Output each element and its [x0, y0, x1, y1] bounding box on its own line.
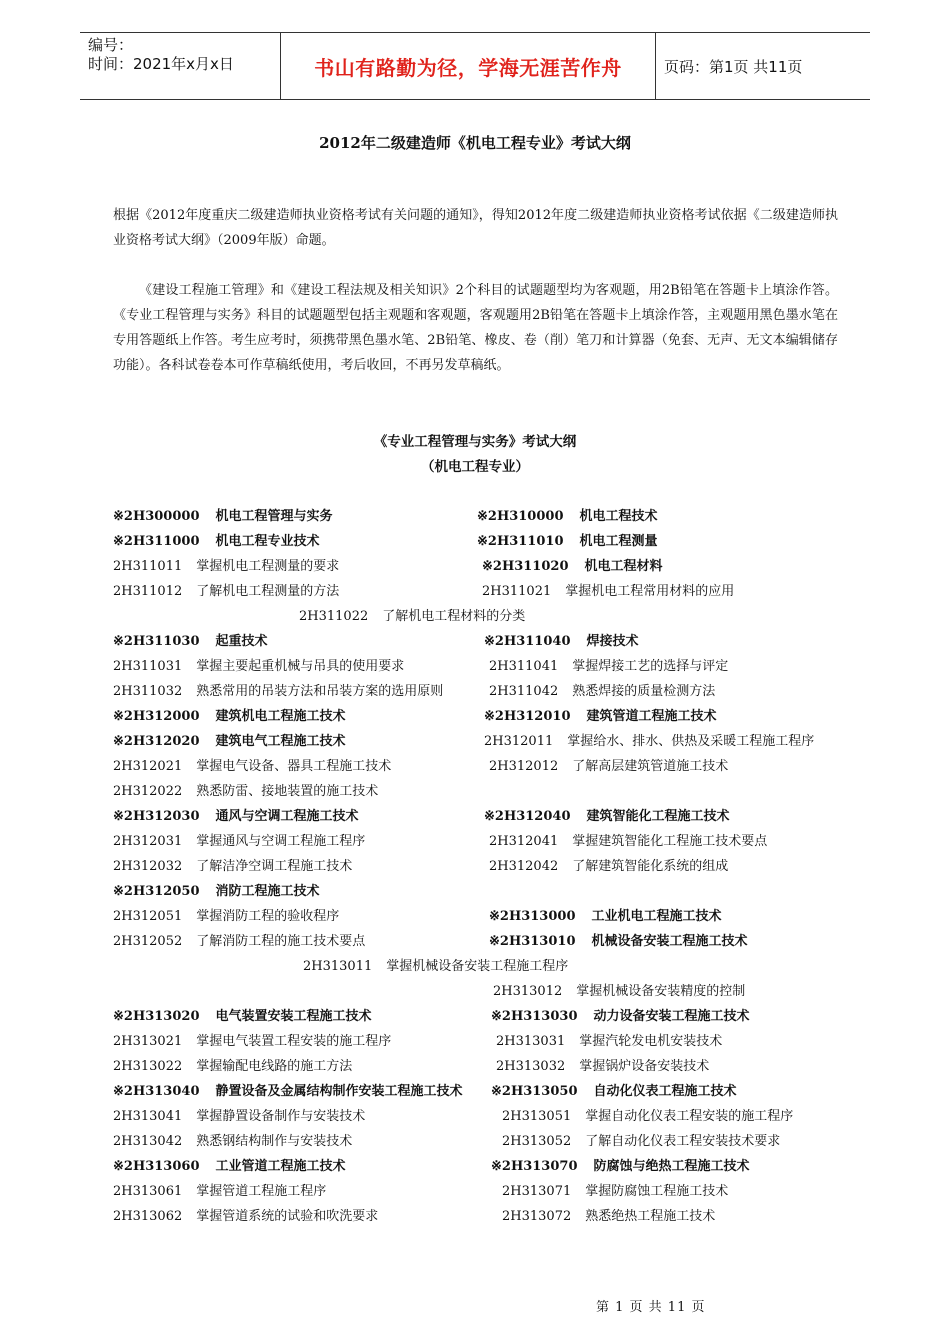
outline-item [489, 755, 728, 777]
outline-text: 了解消防工程的施工技术要点 [196, 934, 366, 949]
document-title: 2012年二级建造师《机电工程专业》考试大纲 [319, 134, 631, 152]
outline-text: 消防工程施工技术 [215, 884, 320, 899]
header-time-label: 时间：2021年x月x日 [88, 55, 234, 73]
outline-code: 2H313071 [502, 1184, 572, 1199]
outline-code: ※2H313020 [113, 1009, 200, 1024]
outline-code: 2H311042 [489, 684, 559, 699]
outline-code: 2H311012 [113, 584, 183, 599]
outline-text: 自动化仪表工程施工技术 [593, 1084, 737, 1099]
outline-text: 建筑电气工程施工技术 [215, 734, 346, 749]
section-subtitle: （机电工程专业） [421, 459, 529, 475]
outline-item [113, 1005, 372, 1027]
outline-text: 防腐蚀与绝热工程施工技术 [593, 1159, 750, 1174]
outline-text: 了解高层建筑管道施工技术 [572, 759, 729, 774]
outline-item [484, 730, 814, 752]
outline-item [113, 555, 339, 577]
outline-item [489, 930, 748, 952]
outline-code: 2H312012 [489, 759, 559, 774]
outline-text: 掌握汽轮发电机安装技术 [579, 1034, 723, 1049]
header-meta [88, 36, 234, 74]
outline-text: 掌握机电工程常用材料的应用 [565, 584, 735, 599]
outline-code: 2H312031 [113, 834, 183, 849]
outline-item [496, 1055, 709, 1077]
outline-text: 建筑机电工程施工技术 [215, 709, 346, 724]
outline-text: 了解机电工程材料的分类 [382, 609, 526, 624]
outline-text: 掌握静置设备制作与安装技术 [196, 1109, 366, 1124]
outline-item [502, 1180, 728, 1202]
outline-item [482, 555, 663, 577]
outline-code: ※2H313070 [491, 1159, 578, 1174]
header-motto: 书山有路勤为径，学海无涯苦作舟 [314, 56, 622, 80]
header-page-info: 页码：第1页 共11页 [664, 58, 803, 76]
outline-text: 掌握锅炉设备安装技术 [579, 1059, 710, 1074]
outline-text: 掌握输配电线路的施工方法 [196, 1059, 353, 1074]
outline-item [489, 655, 728, 677]
outline-text: 机电工程测量 [579, 534, 658, 549]
outline-code: ※2H312020 [113, 734, 200, 749]
outline-item [489, 905, 722, 927]
outline-code: 2H312052 [113, 934, 183, 949]
outline-code: 2H313072 [502, 1209, 572, 1224]
outline-item [113, 855, 352, 877]
outline-text: 掌握建筑智能化工程施工技术要点 [572, 834, 768, 849]
outline-item [484, 705, 717, 727]
outline-text: 工业机电工程施工技术 [591, 909, 722, 924]
outline-item [496, 1030, 722, 1052]
outline-code: ※2H312030 [113, 809, 200, 824]
outline-item [299, 605, 525, 627]
outline-text: 掌握通风与空调工程施工程序 [196, 834, 366, 849]
outline-text: 熟悉常用的吊装方法和吊装方案的选用原则 [196, 684, 444, 699]
outline-item [502, 1205, 715, 1227]
outline-code: ※2H311030 [113, 634, 200, 649]
outline-item [113, 580, 339, 602]
outline-text: 通风与空调工程施工技术 [215, 809, 359, 824]
header-number-label: 编号： [88, 36, 134, 54]
outline-text: 掌握防腐蚀工程施工技术 [585, 1184, 729, 1199]
header-top-rule [80, 32, 870, 33]
outline-item [491, 1005, 750, 1027]
outline-text: 掌握管道工程施工程序 [196, 1184, 327, 1199]
outline-item [493, 980, 745, 1002]
outline-code: 2H312011 [484, 734, 554, 749]
outline-code: 2H312042 [489, 859, 559, 874]
outline-item [113, 1105, 365, 1127]
outline-item [502, 1105, 793, 1127]
outline-code: ※2H311000 [113, 534, 200, 549]
outline-text: 动力设备安装工程施工技术 [593, 1009, 750, 1024]
outline-item [484, 630, 639, 652]
outline-text: 掌握机械设备安装工程施工程序 [386, 959, 569, 974]
outline-code: 2H311032 [113, 684, 183, 699]
outline-text: 机电工程材料 [584, 559, 663, 574]
outline-item [113, 730, 346, 752]
header-divider [655, 32, 656, 100]
outline-item [113, 530, 320, 552]
outline-code: 2H311031 [113, 659, 183, 674]
outline-code: ※2H313060 [113, 1159, 200, 1174]
outline-text: 掌握电气装置工程安装的施工程序 [196, 1034, 392, 1049]
outline-code: 2H311021 [482, 584, 552, 599]
outline-code: ※2H312050 [113, 884, 200, 899]
outline-code: 2H313052 [502, 1134, 572, 1149]
outline-text: 熟悉钢结构制作与安装技术 [196, 1134, 353, 1149]
outline-item [489, 855, 728, 877]
outline-code: 2H313021 [113, 1034, 183, 1049]
outline-text: 掌握消防工程的验收程序 [196, 909, 340, 924]
outline-item [113, 755, 391, 777]
outline-code: 2H313062 [113, 1209, 183, 1224]
header-divider [280, 32, 281, 100]
outline-item [113, 1155, 346, 1177]
outline-item [113, 830, 365, 852]
outline-item [113, 905, 339, 927]
outline-text: 静置设备及金属结构制作安装工程施工技术 [215, 1084, 463, 1099]
outline-text: 掌握管道系统的试验和吹洗要求 [196, 1209, 379, 1224]
outline-code: 2H313031 [496, 1034, 566, 1049]
outline-code: ※2H313010 [489, 934, 576, 949]
outline-text: 掌握机电工程测量的要求 [196, 559, 340, 574]
outline-text: 熟悉焊接的质量检测方法 [572, 684, 716, 699]
outline-code: 2H313022 [113, 1059, 183, 1074]
outline-item [113, 1030, 391, 1052]
outline-code: 2H313032 [496, 1059, 566, 1074]
outline-code: 2H311022 [299, 609, 369, 624]
outline-text: 建筑智能化工程施工技术 [586, 809, 730, 824]
outline-code: 2H313051 [502, 1109, 572, 1124]
outline-text: 掌握主要起重机械与吊具的使用要求 [196, 659, 405, 674]
outline-item [113, 805, 359, 827]
outline-code: ※2H313040 [113, 1084, 200, 1099]
outline-item [482, 580, 734, 602]
outline-code: ※2H311010 [477, 534, 564, 549]
outline-code: 2H313041 [113, 1109, 183, 1124]
outline-item [113, 630, 268, 652]
outline-item [502, 1130, 780, 1152]
outline-code: ※2H313050 [491, 1084, 578, 1099]
page-footer: 第 1 页 共 11 页 [596, 1300, 706, 1315]
outline-text: 掌握机械设备安装精度的控制 [576, 984, 746, 999]
outline-item [491, 1080, 737, 1102]
outline-code: 2H311041 [489, 659, 559, 674]
outline-item [489, 680, 715, 702]
outline-text: 焊接技术 [586, 634, 639, 649]
outline-code: ※2H313030 [491, 1009, 578, 1024]
outline-code: 2H312032 [113, 859, 183, 874]
outline-item [113, 1055, 352, 1077]
outline-item [484, 805, 730, 827]
outline-item [303, 955, 568, 977]
outline-code: ※2H313000 [489, 909, 576, 924]
outline-code: ※2H311020 [482, 559, 569, 574]
outline-item [489, 830, 767, 852]
outline-code: 2H313042 [113, 1134, 183, 1149]
outline-text: 掌握自动化仪表工程安装的施工程序 [585, 1109, 794, 1124]
outline-text: 机电工程专业技术 [215, 534, 320, 549]
outline-code: 2H312022 [113, 784, 183, 799]
outline-item [113, 1130, 352, 1152]
outline-code: ※2H300000 [113, 509, 200, 524]
outline-item [113, 680, 443, 702]
outline-text: 建筑管道工程施工技术 [586, 709, 717, 724]
outline-item [113, 780, 378, 802]
outline-code: 2H313012 [493, 984, 563, 999]
outline-item [113, 1205, 378, 1227]
outline-item [491, 1155, 750, 1177]
outline-code: 2H311011 [113, 559, 183, 574]
outline-item [113, 880, 320, 902]
intro-paragraph-1: 根据《2012年度重庆二级建造师执业资格考试有关问题的通知》，得知2012年度二级建造师执业资格考试依据《二级建造师执业资格考试大纲》（2009年版）命题。 [113, 208, 838, 248]
header-bottom-rule [80, 99, 870, 100]
outline-code: 2H313011 [303, 959, 373, 974]
outline-code: ※2H311040 [484, 634, 571, 649]
outline-text: 了解机电工程测量的方法 [196, 584, 340, 599]
outline-code: 2H312021 [113, 759, 183, 774]
section-title: 《专业工程管理与实务》考试大纲 [373, 434, 577, 450]
outline-text: 掌握给水、排水、供热及采暖工程施工程序 [567, 734, 815, 749]
outline-text: 机械设备安装工程施工技术 [591, 934, 748, 949]
outline-text: 了解洁净空调工程施工技术 [196, 859, 353, 874]
outline-code: 2H312041 [489, 834, 559, 849]
outline-text: 工业管道工程施工技术 [215, 1159, 346, 1174]
intro-paragraph-2: 《建设工程施工管理》和《建设工程法规及相关知识》2个科目的试题题型均为客观题，用2B铅笔在答题卡上填涂作答。《专业工程管理与实务》科目的试题题型包括主观题和客观题，客观题用2B铅笔在答题卡上填涂作答，主观题用黑色墨水笔在专用答题纸上作答。考生应考时，须携带黑色墨水笔、2B铅笔、橡皮、卷（削）笔刀和计算器（免套、无声、无文本编辑储存功能）。各科试卷卷本可作草稿纸使用，考后收回，不再另发草稿纸。 [113, 283, 838, 373]
outline-text: 起重技术 [215, 634, 268, 649]
page-header [80, 32, 870, 100]
outline-code: ※2H312010 [484, 709, 571, 724]
outline-item [113, 705, 346, 727]
outline-text: 机电工程管理与实务 [215, 509, 333, 524]
outline-text: 了解自动化仪表工程安装技术要求 [585, 1134, 781, 1149]
outline-item [477, 530, 658, 552]
outline-text: 机电工程技术 [579, 509, 658, 524]
outline-code: ※2H310000 [477, 509, 564, 524]
outline-code: 2H312051 [113, 909, 183, 924]
outline-text: 熟悉绝热工程施工技术 [585, 1209, 716, 1224]
outline-item [113, 1080, 463, 1102]
outline-item [113, 1180, 326, 1202]
outline-code: 2H313061 [113, 1184, 183, 1199]
outline-code: ※2H312040 [484, 809, 571, 824]
outline-text: 掌握电气设备、器具工程施工技术 [196, 759, 392, 774]
outline-text: 电气装置安装工程施工技术 [215, 1009, 372, 1024]
outline-item [113, 505, 333, 527]
outline-item [113, 655, 404, 677]
outline-text: 了解建筑智能化系统的组成 [572, 859, 729, 874]
outline-item [113, 930, 365, 952]
outline-text: 熟悉防雷、接地装置的施工技术 [196, 784, 379, 799]
outline-item [477, 505, 658, 527]
outline-text: 掌握焊接工艺的选择与评定 [572, 659, 729, 674]
outline-code: ※2H312000 [113, 709, 200, 724]
